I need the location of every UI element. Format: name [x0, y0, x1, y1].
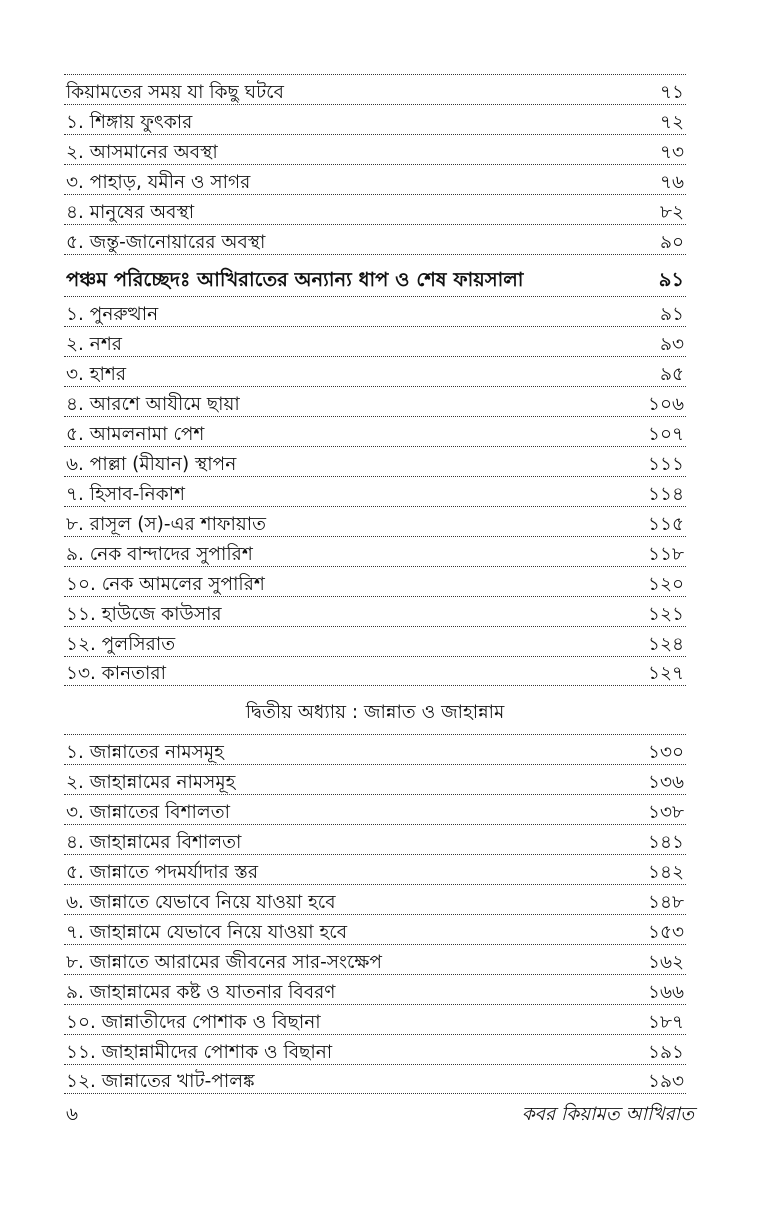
toc-row — [64, 194, 686, 224]
toc-entry-page: ১২০ — [647, 573, 684, 595]
toc-entry-page: ১৩৮ — [647, 801, 684, 823]
toc-row — [64, 944, 686, 974]
toc-entry-title: ১১. জাহান্নামীদের পোশাক ও বিছানা — [66, 1041, 333, 1063]
toc-entry-page: ১১৮ — [647, 543, 684, 565]
toc-row — [64, 386, 686, 416]
toc-entry-page: ১৬৬ — [647, 981, 684, 1003]
page-number: ৬ — [66, 1104, 79, 1125]
toc-entry-title: ৮. জান্নাতে আরামের জীবনের সার-সংক্ষেপ — [66, 951, 382, 973]
toc-entry-page: ১২৪ — [647, 633, 684, 655]
toc-entry-title: ১২. জান্নাতের খাট-পালঙ্ক — [66, 1070, 255, 1092]
toc-row — [64, 104, 686, 134]
toc-entry-page: ৮২ — [659, 201, 684, 223]
toc-entry-title: ৬. পাল্লা (মীযান) স্থাপন — [66, 453, 237, 475]
toc-entry-page: ১৪৮ — [647, 891, 684, 913]
section-heading: দ্বিতীয় অধ্যায় : জান্নাত ও জাহান্নাম — [245, 701, 505, 723]
toc-group-1 — [64, 74, 686, 254]
toc-entry-page: ১৫৩ — [647, 921, 684, 943]
toc-entry-page: ১২১ — [647, 603, 684, 625]
toc-entry-page: ১৩০ — [647, 741, 684, 763]
toc-row — [64, 476, 686, 506]
toc-entry-title: ২. নশর — [66, 333, 122, 355]
toc-entry-title: ২. জাহান্নামের নামসমূহ — [66, 771, 236, 793]
toc-entry-title: ৬. জান্নাতে যেভাবে নিয়ে যাওয়া হবে — [66, 891, 336, 913]
toc-row — [64, 824, 686, 854]
toc-row — [64, 296, 686, 326]
toc-row — [64, 506, 686, 536]
toc-row — [64, 416, 686, 446]
toc-entry-title: ২. আসমানের অবস্থা — [66, 141, 218, 163]
toc-entry-title: ১৩. কানতারা — [66, 662, 166, 684]
toc-row — [64, 1064, 686, 1094]
toc-row — [64, 74, 686, 104]
toc-row — [64, 794, 686, 824]
toc-row — [64, 656, 686, 686]
toc-entry-page: ১৬২ — [647, 951, 684, 973]
toc-row — [64, 914, 686, 944]
toc-entry-title: ১১. হাউজে কাউসার — [66, 603, 222, 625]
toc-row — [64, 1004, 686, 1034]
toc-entry-page: ৭১ — [659, 81, 684, 103]
toc-entry-page: ৯০ — [659, 231, 684, 253]
table-of-contents — [64, 74, 686, 1094]
toc-entry-title: ৮. রাসূল (স)-এর শাফায়াত — [66, 513, 266, 535]
toc-entry-title: ৯. জাহান্নামের কষ্ট ও যাতনার বিবরণ — [66, 981, 336, 1003]
chapter-page: ৯১ — [658, 267, 684, 291]
toc-group-2 — [64, 296, 686, 686]
toc-row — [64, 134, 686, 164]
toc-entry-page: ১১৫ — [647, 513, 684, 535]
toc-entry-page: ১৪২ — [647, 861, 684, 883]
toc-entry-title: ৩. পাহাড়, যমীন ও সাগর — [66, 171, 251, 193]
toc-row — [64, 854, 686, 884]
toc-entry-title: ১২. পুলসিরাত — [66, 633, 176, 655]
toc-entry-title: ৪. আরশে আযীমে ছায়া — [66, 393, 240, 415]
chapter-title: পঞ্চম পরিচ্ছেদঃ আখিরাতের অন্যান্য ধাপ ও শেষ ফায়সালা — [66, 267, 524, 291]
toc-row — [64, 566, 686, 596]
toc-entry-page: ১৮৭ — [647, 1011, 684, 1033]
toc-entry-page: ৯৩ — [659, 333, 684, 355]
toc-entry-title: ১০. জান্নাতীদের পোশাক ও বিছানা — [66, 1011, 321, 1033]
toc-entry-page: ১৪১ — [647, 831, 684, 853]
toc-entry-page: ৭৬ — [659, 171, 684, 193]
toc-entry-title: ১. পুনরুত্থান — [66, 303, 159, 325]
toc-group-3 — [64, 734, 686, 1094]
toc-row — [64, 734, 686, 764]
book-title: কবর কিয়ামত আখিরাত — [521, 1104, 694, 1125]
toc-entry-title: ১. শিঙ্গায় ফুৎকার — [66, 111, 193, 133]
toc-entry-page: ৯৫ — [659, 363, 684, 385]
toc-entry-title: ৩. হাশর — [66, 363, 126, 385]
toc-entry-page: ১২৭ — [647, 662, 684, 684]
toc-entry-page: ১০৬ — [647, 393, 684, 415]
toc-entry-page: ১৩৬ — [647, 771, 684, 793]
toc-entry-title: ৩. জান্নাতের বিশালতা — [66, 801, 230, 823]
toc-entry-title: ৯. নেক বান্দাদের সুপারিশ — [66, 543, 253, 565]
toc-entry-page: ১০৭ — [647, 423, 684, 445]
toc-entry-page: ১১১ — [647, 453, 684, 475]
toc-row — [64, 626, 686, 656]
toc-entry-title: ৪. জাহান্নামের বিশালতা — [66, 831, 242, 853]
toc-entry-title: ৫. জন্তু-জানোয়ারের অবস্থা — [66, 231, 266, 253]
toc-entry-page: ১১৪ — [647, 483, 684, 505]
toc-row — [64, 1034, 686, 1064]
toc-entry-page: ১৯১ — [647, 1041, 684, 1063]
toc-row — [64, 164, 686, 194]
toc-row — [64, 596, 686, 626]
toc-entry-title: ৫. জান্নাতে পদমর্যাদার স্তর — [66, 861, 258, 883]
toc-row — [64, 884, 686, 914]
toc-row — [64, 326, 686, 356]
toc-entry-title: ১০. নেক আমলের সুপারিশ — [66, 573, 265, 595]
page-footer — [66, 1100, 694, 1131]
toc-entry-title: ৭. জাহান্নামে যেভাবে নিয়ে যাওয়া হবে — [66, 921, 348, 943]
toc-row — [64, 356, 686, 386]
toc-entry-page: ৯১ — [659, 303, 684, 325]
toc-entry-title: ৪. মানুষের অবস্থা — [66, 201, 195, 223]
toc-row — [64, 974, 686, 1004]
toc-entry-page: ১৯৩ — [647, 1070, 684, 1092]
toc-row — [64, 536, 686, 566]
toc-entry-page: ৭২ — [659, 111, 684, 133]
toc-row — [64, 224, 686, 254]
toc-entry-title: কিয়ামতের সময় যা কিছু ঘটবে — [66, 81, 284, 103]
toc-entry-title: ১. জান্নাতের নামসমূহ — [66, 741, 224, 763]
toc-row — [64, 446, 686, 476]
toc-row — [64, 764, 686, 794]
chapter-heading-row — [64, 254, 686, 296]
toc-entry-title: ৫. আমলনামা পেশ — [66, 423, 205, 445]
toc-entry-title: ৭. হিসাব-নিকাশ — [66, 483, 185, 505]
toc-entry-page: ৭৩ — [659, 141, 684, 163]
